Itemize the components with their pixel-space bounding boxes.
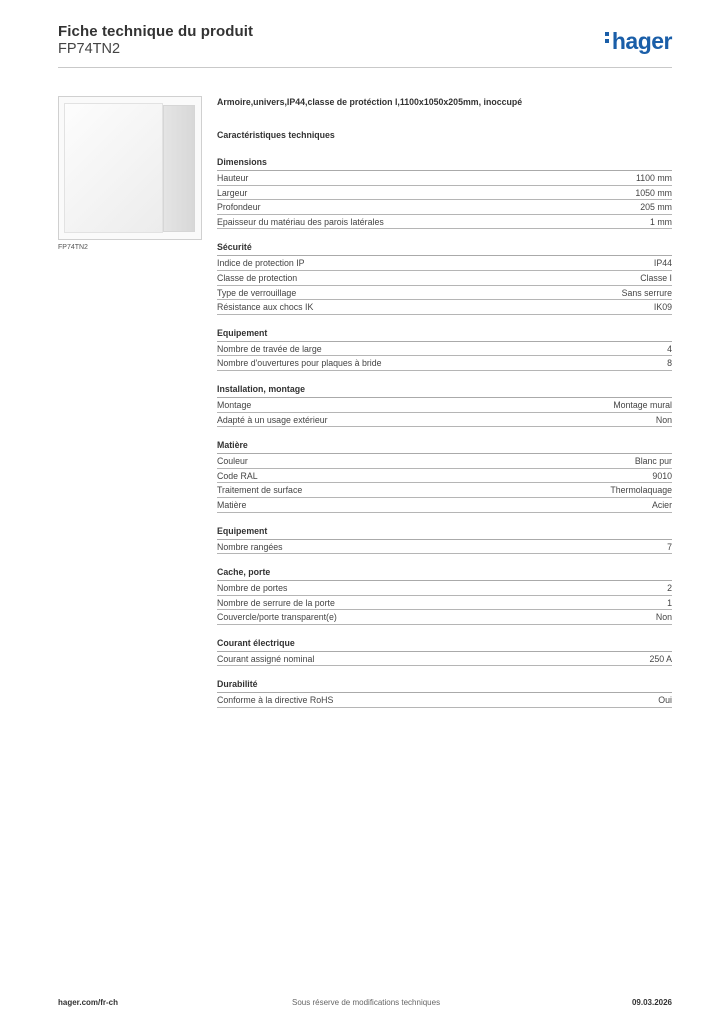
spec-value: Non [655,612,672,623]
logo-text: hager [611,28,672,54]
spec-value: Thermolaquage [610,485,672,496]
product-image [58,96,202,240]
spec-group-title: Equipement [217,328,672,342]
spec-label: Nombre d'ouvertures pour plaques à bride [217,358,382,369]
spec-group [217,157,672,229]
spec-value: Montage mural [613,399,672,410]
spec-row [217,342,672,357]
spec-group-title: Installation, montage [217,384,672,398]
spec-row [217,171,672,186]
product-reference: FP74TN2 [58,41,121,57]
spec-group-title: Courant électrique [217,638,672,652]
product-description: Armoire,univers,IP44,classe de protéction l,1100x1050x205mm, inoccupé [217,97,523,107]
spec-value: 1 mm [650,216,672,227]
spec-label: Conforme à la directive RoHS [217,695,334,706]
spec-row [217,596,672,611]
spec-row [217,540,672,555]
spec-row [217,483,672,498]
spec-group [217,679,672,708]
spec-group [217,526,672,555]
spec-label: Epaisseur du matériau des parois latérales [217,216,384,227]
spec-row [217,356,672,371]
spec-group [217,638,672,667]
logo-dots-icon [605,32,610,46]
spec-value: 1050 mm [635,187,672,198]
spec-row [217,652,672,667]
spec-value: 2 [667,583,672,594]
characteristics-heading: Caractéristiques techniques [217,130,335,140]
spec-label: Courant assigné nominal [217,653,315,664]
spec-value: Blanc pur [634,456,672,467]
spec-value: 1 [667,597,672,608]
spec-row [217,271,672,286]
spec-group [217,242,672,314]
spec-value: 8 [667,358,672,369]
spec-group-title: Matière [217,440,672,454]
spec-label: Nombre rangées [217,541,283,552]
spec-row [217,454,672,469]
spec-group-title: Durabilité [217,679,672,693]
spec-label: Matière [217,499,247,510]
spec-group [217,567,672,625]
spec-row [217,693,672,708]
page-header [58,22,672,70]
footer-website: hager.com/fr-ch [58,998,119,1007]
spec-label: Nombre de portes [217,583,288,594]
spec-value: Sans serrure [621,287,672,298]
spec-label: Code RAL [217,470,258,481]
spec-content [217,96,672,708]
spec-label: Profondeur [217,202,261,213]
spec-group [217,384,672,427]
spec-value: Oui [658,695,672,706]
spec-row [217,200,672,215]
spec-group [217,328,672,371]
footer-disclaimer: Sous réserve de modifications techniques [292,998,441,1007]
spec-value: 250 A [649,653,672,664]
page-title: Fiche technique du produit [58,23,254,40]
spec-label: Couleur [217,456,248,467]
spec-value: Non [655,414,672,425]
spec-row [217,286,672,301]
hager-logo [605,28,672,55]
spec-value: 205 mm [640,202,672,213]
spec-label: Classe de protection [217,272,298,283]
spec-value: 9010 [652,470,672,481]
cabinet-side-face [163,105,195,232]
spec-value: IP44 [653,258,672,269]
spec-row [217,256,672,271]
spec-row [217,300,672,315]
spec-label: Nombre de serrure de la porte [217,597,335,608]
spec-row [217,413,672,428]
spec-label: Traitement de surface [217,485,303,496]
footer-date: 09.03.2026 [631,998,672,1007]
spec-row [217,469,672,484]
spec-label: Résistance aux chocs IK [217,302,314,313]
spec-value: 7 [667,541,672,552]
spec-label: Type de verrouillage [217,287,297,298]
spec-row [217,581,672,596]
spec-value: Acier [651,499,672,510]
header-divider [58,67,672,68]
spec-label: Indice de protection IP [217,258,305,269]
spec-value: Classe I [640,272,672,283]
spec-value: 4 [667,343,672,354]
spec-group-title: Dimensions [217,157,672,171]
spec-label: Largeur [217,187,248,198]
spec-label: Nombre de travée de large [217,343,322,354]
spec-group-title: Cache, porte [217,567,672,581]
spec-groups [217,157,672,708]
spec-value: 1100 mm [635,173,672,183]
spec-label: Adapté à un usage extérieur [217,414,328,425]
spec-label: Hauteur [217,173,249,183]
spec-group-title: Equipement [217,526,672,540]
spec-group-title: Sécurité [217,242,672,256]
image-caption: FP74TN2 [58,244,88,251]
spec-row [217,610,672,625]
spec-value: IK09 [653,302,672,313]
spec-label: Couvercle/porte transparent(e) [217,612,337,623]
spec-row [217,498,672,513]
spec-label: Montage [217,399,252,410]
spec-row [217,398,672,413]
spec-row [217,186,672,201]
spec-group [217,440,672,512]
cabinet-front-face [64,103,163,233]
spec-row [217,215,672,230]
